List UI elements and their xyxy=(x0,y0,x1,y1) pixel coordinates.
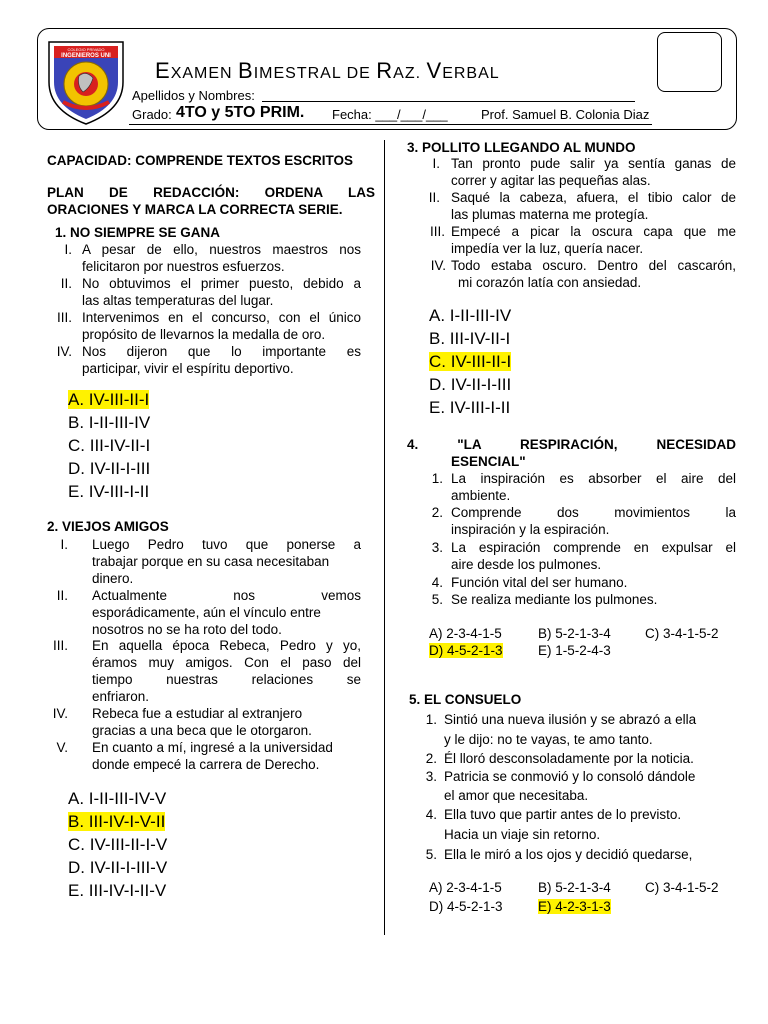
question-3-option-e[interactable]: E. IV-III-I-II xyxy=(429,398,511,417)
question-4-option-c[interactable]: C) 3-4-1-5-2 xyxy=(645,626,719,641)
column-divider xyxy=(384,140,385,935)
item-number: 2. xyxy=(431,505,443,520)
list-item: enfriaron. xyxy=(92,689,150,704)
list-item: inspiración y la espiración. xyxy=(451,522,610,537)
question-3-option-d[interactable]: D. IV-II-I-III xyxy=(429,375,512,394)
item-number: 2. xyxy=(425,751,437,766)
capacidad-heading: CAPACIDAD: COMPRENDE TEXTOS ESCRITOS xyxy=(47,153,354,168)
plan-heading-line2: ORACIONES Y MARCA LA CORRECTA SERIE. xyxy=(47,202,343,217)
svg-text:INGENIEROS UNI: INGENIEROS UNI xyxy=(61,53,111,59)
list-item: gracias a una beca que le otorgaron. xyxy=(92,723,312,738)
list-item: el amor que necesitaba. xyxy=(444,788,589,803)
question-5-title: 5. EL CONSUELO xyxy=(409,692,522,707)
item-number: III. xyxy=(56,310,72,325)
question-2-option-d[interactable]: D. IV-II-I-III-V xyxy=(68,858,168,877)
question-4-option-a[interactable]: A) 2-3-4-1-5 xyxy=(429,626,502,641)
list-item: propósito de llevarnos la medalla de oro. xyxy=(82,327,326,342)
list-item: Sintió una nueva ilusión y se abrazó a ella xyxy=(444,712,697,727)
list-item: aire desde los pulmones. xyxy=(451,557,602,572)
list-item: trabajar porque en su casa necesitaban xyxy=(92,554,330,569)
list-item: éramos muy amigos. Con el paso del xyxy=(92,655,361,670)
score-box[interactable] xyxy=(657,32,722,92)
question-4-option-e[interactable]: E) 1-5-2-4-3 xyxy=(538,643,611,658)
list-item: Patricia se conmovió y lo consoló dándole xyxy=(444,769,696,784)
list-item: En cuanto a mí, ingresé a la universidad xyxy=(92,740,333,755)
question-5-option-b[interactable]: B) 5-2-1-3-4 xyxy=(538,880,611,895)
list-item: ambiente. xyxy=(451,488,511,503)
list-item: Rebeca fue a estudiar al extranjero xyxy=(92,706,303,721)
list-item: Ella le miró a los ojos y decidió quedarse, xyxy=(444,847,693,862)
question-5-option-c[interactable]: C) 3-4-1-5-2 xyxy=(645,880,719,895)
question-5-option-d[interactable]: D) 4-5-2-1-3 xyxy=(429,899,503,914)
svg-text:COLEGIO PRIVADO: COLEGIO PRIVADO xyxy=(67,47,105,52)
list-item: felicitaron por nuestros esfuerzos. xyxy=(82,259,285,274)
question-5-option-a[interactable]: A) 2-3-4-1-5 xyxy=(429,880,502,895)
list-item: En aquella época Rebeca, Pedro y yo, xyxy=(92,638,361,653)
list-item: Se realiza mediante los pulmones. xyxy=(451,592,658,607)
list-item: Actualmente nos vemos xyxy=(92,588,361,603)
item-number: I. xyxy=(432,156,440,171)
list-item: Función vital del ser humano. xyxy=(451,575,628,590)
list-item: Luego Pedro tuvo que ponerse a xyxy=(92,537,361,552)
date-field[interactable]: Fecha: ___/___/___ xyxy=(332,107,448,122)
grade-value: 4TO y 5TO PRIM. xyxy=(176,104,305,121)
list-item: Él lloró desconsoladamente por la noticia. xyxy=(444,751,694,766)
item-number: 5. xyxy=(425,847,437,862)
list-item: La inspiración es absorber el aire del xyxy=(451,471,736,486)
list-item: nosotros no se ha roto del todo. xyxy=(92,622,282,637)
list-item: dinero. xyxy=(92,571,134,586)
list-item: esporádicamente, aún el vínculo entre xyxy=(92,605,321,620)
plan-heading-line1: PLAN DE REDACCIÓN: ORDENA LAS xyxy=(47,185,375,200)
item-number: 4. xyxy=(431,575,443,590)
list-item: donde empecé la carrera de Derecho. xyxy=(92,757,320,772)
question-1-title: 1. NO SIEMPRE SE GANA xyxy=(55,225,221,240)
list-item: Hacia un viaje sin retorno. xyxy=(444,827,601,842)
list-item: correr y agitar las pequeñas alas. xyxy=(451,173,651,188)
item-number: IV. xyxy=(52,706,68,721)
question-4-option-b[interactable]: B) 5-2-1-3-4 xyxy=(538,626,611,641)
item-number: 1. xyxy=(425,712,437,727)
question-4-option-d[interactable]: D) 4-5-2-1-3 xyxy=(429,643,503,658)
item-number: 3. xyxy=(425,769,437,784)
list-item: las plumas materna me protegía. xyxy=(451,207,649,222)
question-3-option-c[interactable]: C. IV-III-II-I xyxy=(429,352,512,371)
list-item: las altas temperaturas del lugar. xyxy=(82,293,274,308)
list-item: Tan pronto pude salir ya sentía ganas de xyxy=(451,156,736,171)
question-2-option-e[interactable]: E. III-IV-I-II-V xyxy=(68,881,167,900)
item-number: I. xyxy=(64,242,72,257)
item-number: 4. xyxy=(425,807,437,822)
question-4-title-line1: 4. "LA RESPIRACIÓN, NECESIDAD xyxy=(407,437,736,452)
list-item: Intervenimos en el concurso, con el único xyxy=(82,310,361,325)
list-item: mi corazón latía con ansiedad. xyxy=(458,275,642,290)
list-item: Ella tuvo que partir antes de lo previsto. xyxy=(444,807,682,822)
question-3-option-a[interactable]: A. I-II-III-IV xyxy=(429,306,512,325)
item-number: 3. xyxy=(431,540,443,555)
list-item: impedía ver la luz, quería nacer. xyxy=(451,241,644,256)
list-item: A pesar de ello, nuestros maestros nos xyxy=(82,242,361,257)
teacher-name: Prof. Samuel B. Colonia Diaz xyxy=(481,107,650,122)
item-number: II. xyxy=(56,588,68,603)
list-item: No obtuvimos el primer puesto, debido a xyxy=(82,276,361,291)
list-item: Todo estaba oscuro. Dentro del cascarón, xyxy=(451,258,736,273)
item-number: II. xyxy=(60,276,72,291)
list-item: participar, vivir el espíritu deportivo. xyxy=(82,361,294,376)
list-item: Nos dijeron que lo importante es xyxy=(82,344,361,359)
item-number: IV. xyxy=(430,258,446,273)
question-5-option-e[interactable]: E) 4-2-3-1-3 xyxy=(538,899,611,914)
grade-label: Grado: xyxy=(132,107,172,122)
item-number: II. xyxy=(428,190,440,205)
question-3-title: 3. POLLITO LLEGANDO AL MUNDO xyxy=(407,140,636,155)
list-item: La espiración comprende en expulsar el xyxy=(451,540,736,555)
list-item: tiempo nuestras relaciones se xyxy=(92,672,361,687)
item-number: III. xyxy=(52,638,68,653)
list-item: Comprende dos movimientos la xyxy=(451,505,736,520)
header-rule xyxy=(129,124,652,125)
question-1-option-c[interactable]: C. III-IV-II-I xyxy=(68,436,151,455)
item-number: I. xyxy=(60,537,68,552)
exam-title: EXAMEN BIMESTRAL DE RAZ. VERBAL xyxy=(155,58,500,83)
name-field[interactable] xyxy=(262,101,635,102)
list-item: y le dijo: no te vayas, te amo tanto. xyxy=(444,732,653,747)
question-2-title: 2. VIEJOS AMIGOS xyxy=(47,519,169,534)
item-number: V. xyxy=(56,740,68,755)
question-1-option-d[interactable]: D. IV-II-I-III xyxy=(68,459,151,478)
question-2-option-c[interactable]: C. IV-III-II-I-V xyxy=(68,835,168,854)
question-1-option-e[interactable]: E. IV-III-I-II xyxy=(68,482,150,501)
question-1-option-a[interactable]: A. IV-III-II-I xyxy=(68,390,150,409)
question-3-option-b[interactable]: B. III-IV-II-I xyxy=(429,329,511,348)
question-2-option-a[interactable]: A. I-II-III-IV-V xyxy=(68,789,167,808)
item-number: III. xyxy=(429,224,445,239)
name-label: Apellidos y Nombres: xyxy=(132,88,255,103)
question-1-option-b[interactable]: B. I-II-III-IV xyxy=(68,413,151,432)
question-4-title-line2: ESENCIAL" xyxy=(451,454,526,469)
list-item: Saqué la cabeza, afuera, el tibio calor de xyxy=(451,190,736,205)
school-crest-icon xyxy=(45,36,127,126)
list-item: Empecé a picar la oscura capa que me xyxy=(451,224,736,239)
item-number: 1. xyxy=(431,471,443,486)
item-number: 5. xyxy=(431,592,443,607)
item-number: IV. xyxy=(56,344,72,359)
question-2-option-b[interactable]: B. III-IV-I-V-II xyxy=(68,812,166,831)
